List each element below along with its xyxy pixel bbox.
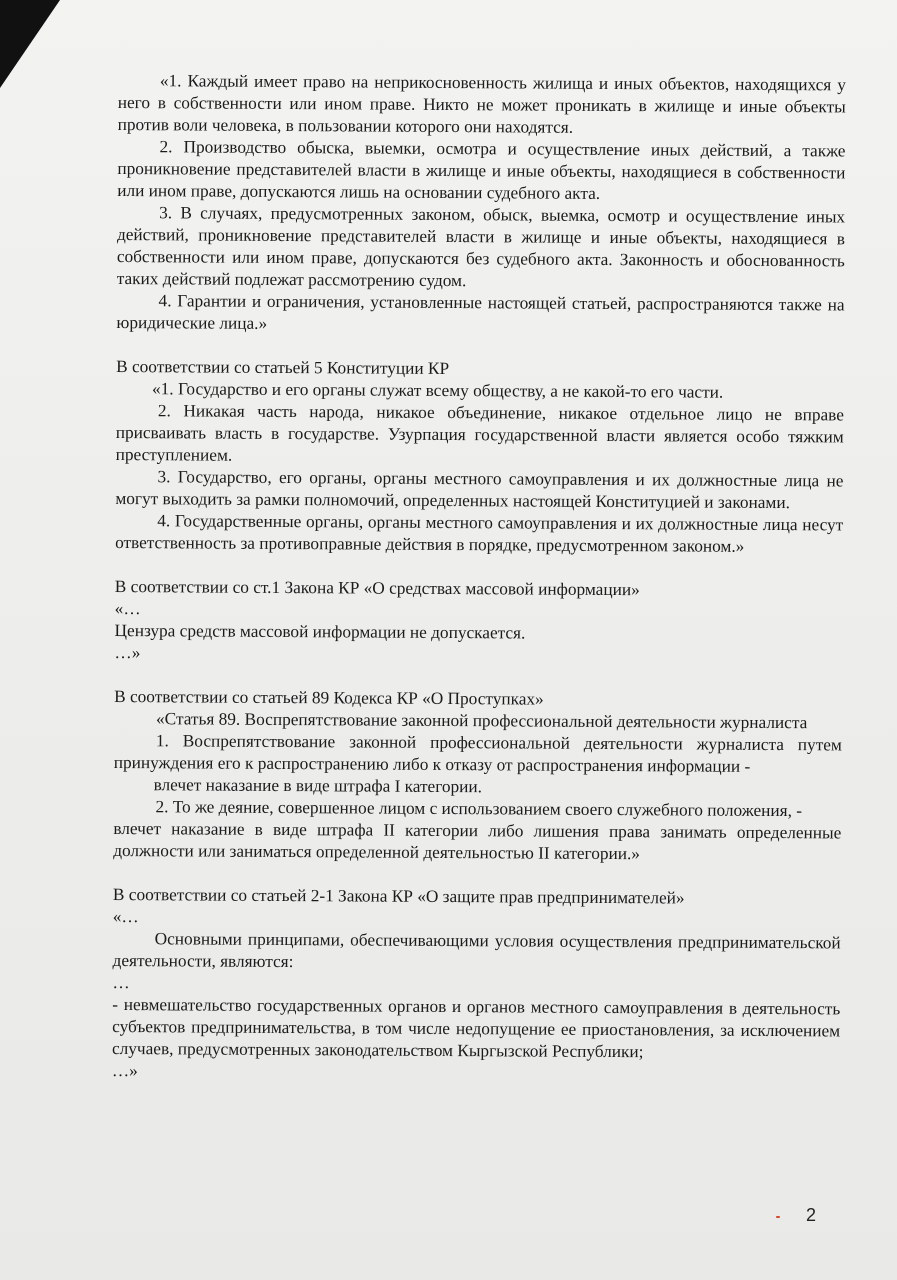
media-quote-open: «… [114, 598, 141, 619]
article-paragraph-3: 3. В случаях, предусмотренных законом, обыск, выемка, осмотр и осуществление иных действий, проникновение представителей власти в жилище и иные объекты, находящиеся в собственности или ином праве, допускаются без судебного акта. Законность и обоснованность таких действий подлежат рассмотрению судом. [116, 203, 846, 291]
document-body [112, 70, 846, 1086]
art89-part-2: 2. То же деяние, совершенное лицом с использованием своего служебного положения, - [155, 797, 803, 821]
media-law-heading: В соответствии со ст.1 Закона КР «О средствах массовой информации» [114, 576, 640, 600]
entrepreneurs-ellipsis: … [112, 972, 130, 993]
art89-part-1-penalty: влечет наказание в виде штрафа I категории. [153, 775, 483, 797]
art89-part-1: 1. Воспрепятствование законной профессиональной деятельности журналиста путем принуждения его к распространению либо к отказу от распространения информации - [113, 731, 842, 776]
page-number: 2 [806, 1205, 817, 1225]
art89-title: «Статья 89. Воспрепятствование законной профессиональной деятельности журналиста [155, 709, 808, 733]
media-quote-close: …» [114, 642, 141, 663]
article-paragraph-4: 4. Гарантии и ограничения, установленные настоящей статьей, распространяются также на юридические лица.» [116, 291, 845, 333]
entrepreneurs-law-heading: В соответствии со статьей 2-1 Закона КР «О защите прав предпринимателей» [112, 884, 685, 908]
art5-paragraph-1: «1. Государство и его органы служат всему обществу, а не какой-то его части. [151, 379, 724, 402]
constitution-art5-heading: В соответствии со статьей 5 Конституции КР [116, 356, 450, 379]
entrepreneurs-item: - невмешательство государственных органов и органов местного самоуправления в деятельность субъектов предпринимательства, в том числе недопущение ее приостановления, за исключением случаев, предусмотренных законодательством Кыргызской Республики; [111, 994, 841, 1062]
media-censorship-text: Цензура средств массовой информации не допускается. [114, 620, 526, 643]
entrepreneurs-principles: Основными принципами, обеспечивающими условия осуществления предпринимательской деятельности, являются: [112, 929, 841, 972]
entrepreneurs-quote-open: «… [112, 906, 139, 927]
entrepreneurs-quote-close: …» [111, 1060, 138, 1081]
art89-part-2-penalty: влечет наказание в виде штрафа II категории либо лишения права занимать определенные должности или заниматься определенной деятельностью II категории.» [113, 818, 842, 864]
code-art89-heading: В соответствии со статьей 89 Кодекса КР «О Проступках» [114, 686, 544, 709]
art5-paragraph-2: 2. Никакая часть народа, никакое объединение, никакое отдельное лицо не вправе присваивать власть в государстве. Узурпация государственной власти является особо тяжким преступлением. [115, 401, 844, 465]
ink-mark [776, 1216, 780, 1218]
art5-paragraph-3: 3. Государство, его органы, органы местного самоуправления и их должностные лица не могут выходить за рамки полномочий, определенных настоящей Конституцией и законами. [115, 467, 844, 513]
article-paragraph-1: «1. Каждый имеет право на неприкосновенность жилища и иных объектов, находящихся у него в собственности или ином праве. Никто не может проникать в жилище и иные объекты против воли человека, в пользовании которого они находятся. [117, 71, 846, 137]
article-paragraph-2: 2. Производство обыска, выемки, осмотра и осуществление иных действий, а также проникновение представителей власти в жилище и иные объекты, находящиеся в собственности или ином праве, допускаются лишь на основании судебного акта. [117, 137, 846, 203]
scan-corner-shadow [0, 0, 60, 88]
art5-paragraph-4: 4. Государственные органы, органы местного самоуправления и их должностные лица несут ответственность за противоправные действия в порядке, предусмотренном законом.» [115, 511, 844, 556]
